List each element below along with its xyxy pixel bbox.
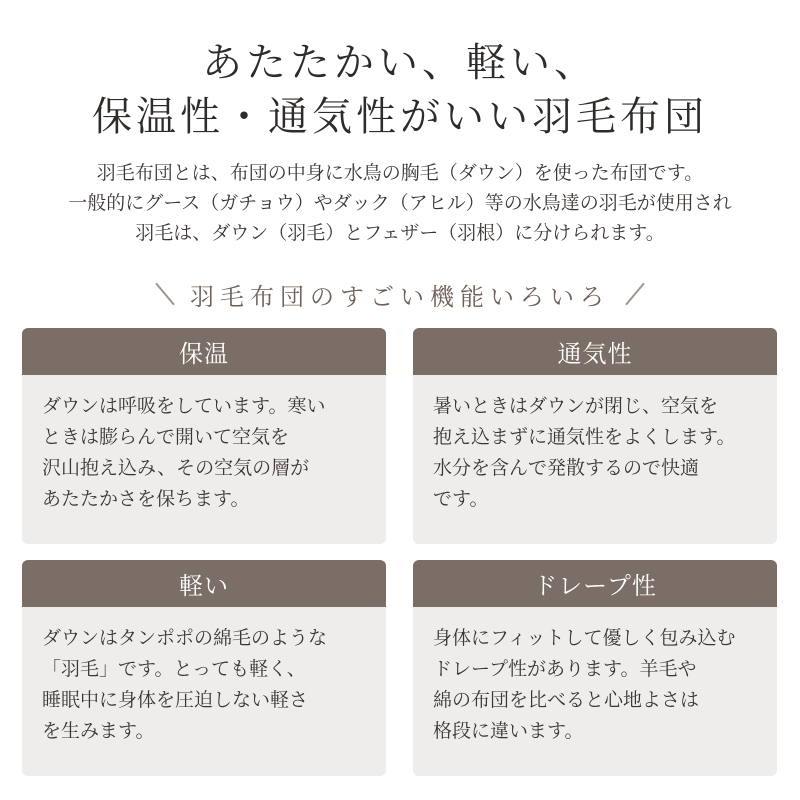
card-line: 身体にフィットして優しく包み込む [433,627,736,649]
card-title: 保温 [22,328,386,375]
card-title: 軽い [22,560,386,607]
card-line: 「羽毛」です。とっても軽く、 [42,658,306,680]
card-line: を生みます。 [42,720,155,742]
intro-line-3: 羽毛は、ダウン（羽毛）とフェザー（羽根）に分けられます。 [135,222,665,244]
card-line: ドレープ性があります。羊毛や [433,658,697,680]
card-line: 睡眠中に身体を圧迫しない軽さ [42,689,309,711]
card-title: ドレープ性 [413,560,777,607]
feature-card-drape [413,560,777,776]
slash-decoration-right [625,283,645,306]
page-title [0,36,800,144]
intro-paragraph [0,158,800,248]
title-line-2: 保温性・通気性がいい羽毛布団 [92,94,708,140]
card-body [22,375,386,515]
card-line: あたたかさを保ちます。 [42,488,250,510]
section-heading [0,274,800,314]
feature-card-warmth [22,328,386,544]
card-line: ダウンは呼吸をしています。寒い [42,395,326,417]
card-body [413,607,777,747]
card-line: 水分を含んで発散するので快適 [433,457,700,479]
feature-card-lightness [22,560,386,776]
card-line: 抱え込まずに通気性をよくします。 [433,426,736,448]
card-line: ときは膨らんで開いて空気を [42,426,290,448]
feature-card-breathability [413,328,777,544]
card-title: 通気性 [413,328,777,375]
card-line: 綿の布団を比べると心地よさは [433,689,700,711]
intro-line-2: 一般的にグース（ガチョウ）やダック（アヒル）等の水鳥達の羽毛が使用され [68,192,732,214]
card-line: 沢山抱え込み、その空気の層が [42,457,310,479]
section-heading-text: 羽毛布団のすごい機能いろいろ [190,282,610,311]
card-line: です。 [433,488,489,510]
card-body [22,607,386,747]
card-line: 格段に違います。 [433,720,584,742]
card-line: ダウンはタンポポの綿毛のような [42,627,328,649]
slash-decoration-left [155,283,175,306]
card-line: 暑いときはダウンが閉じ、空気を [433,395,719,417]
card-body [413,375,777,515]
intro-line-1: 羽毛布団とは、布団の中身に水鳥の胸毛（ダウン）を使った布団です。 [96,162,704,184]
title-line-1: あたたかい、軽い、 [202,40,598,86]
